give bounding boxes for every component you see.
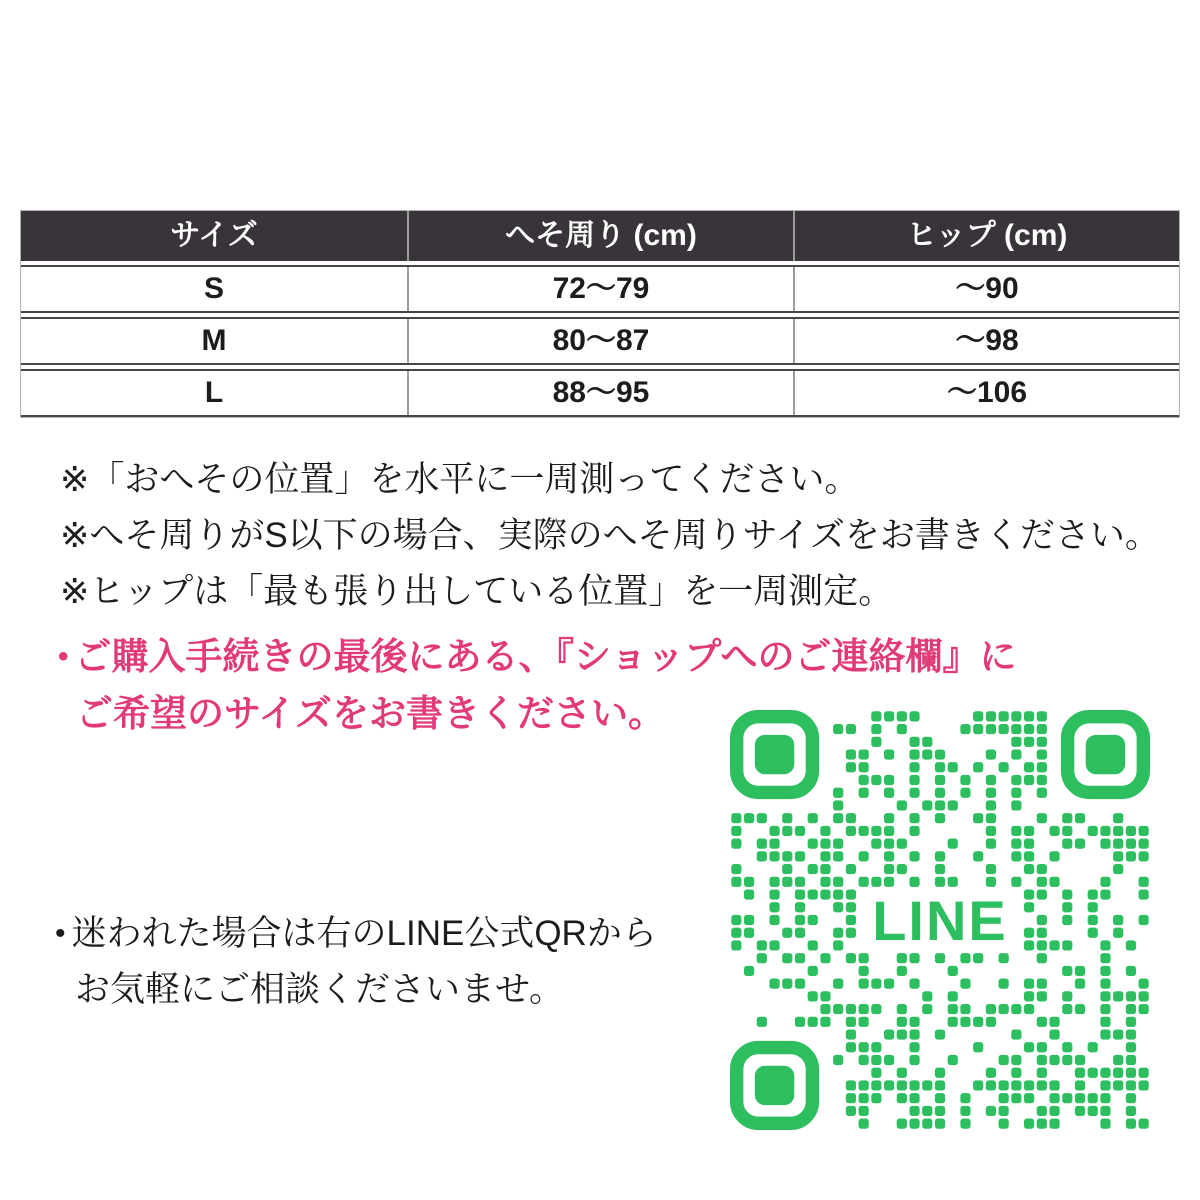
cell-hip: 〜106 bbox=[793, 371, 1179, 415]
purchase-instruction-line1 bbox=[58, 628, 1017, 685]
bullet-icon: • bbox=[55, 917, 66, 950]
line-qr-code bbox=[730, 710, 1150, 1130]
cell-hip: 〜98 bbox=[793, 319, 1179, 363]
size-table-header-row bbox=[21, 211, 1179, 261]
line-consult-note bbox=[55, 906, 657, 1018]
note-line: ※へそ周りがS以下の場合、実際のへそ周りサイズをお書きください。 bbox=[60, 516, 1160, 555]
line-consult-line2 bbox=[75, 962, 657, 1018]
table-row-m bbox=[21, 317, 1179, 365]
table-row-l bbox=[21, 369, 1179, 417]
table-row-s bbox=[21, 265, 1179, 313]
line-consult-text: 迷われた場合は右のLINE公式QRから bbox=[71, 914, 657, 953]
cell-size: M bbox=[201, 324, 227, 357]
header-cell-waist: へそ周り (cm) bbox=[407, 211, 793, 261]
purchase-instruction-text: ご購入手続きの最後にある、『ショップへのご連絡欄』に bbox=[74, 636, 1017, 677]
cell-waist: 80〜87 bbox=[407, 319, 793, 363]
line-consult-line1 bbox=[55, 906, 657, 962]
cell-hip: 〜90 bbox=[793, 267, 1179, 311]
size-table bbox=[20, 210, 1180, 418]
line-consult-text: お気軽にご相談くださいませ。 bbox=[75, 970, 564, 1009]
measurement-notes bbox=[60, 452, 1160, 620]
header-cell-size: サイズ bbox=[170, 219, 258, 252]
purchase-instruction-text: ご希望のサイズをお書きください。 bbox=[76, 693, 666, 734]
note-line: ※「おへその位置」を水平に一周測ってください。 bbox=[60, 460, 860, 499]
note-line: ※ヒップは「最も張り出している位置」を一周測定。 bbox=[60, 572, 894, 611]
cell-size: L bbox=[204, 376, 224, 409]
cell-size: S bbox=[203, 272, 224, 305]
qr-code-graphic bbox=[730, 710, 1150, 1130]
header-cell-hip: ヒップ (cm) bbox=[793, 211, 1179, 261]
cell-waist: 72〜79 bbox=[407, 267, 793, 311]
bullet-icon: • bbox=[58, 640, 69, 673]
cell-waist: 88〜95 bbox=[407, 371, 793, 415]
qr-center-label: LINE bbox=[872, 889, 1008, 952]
